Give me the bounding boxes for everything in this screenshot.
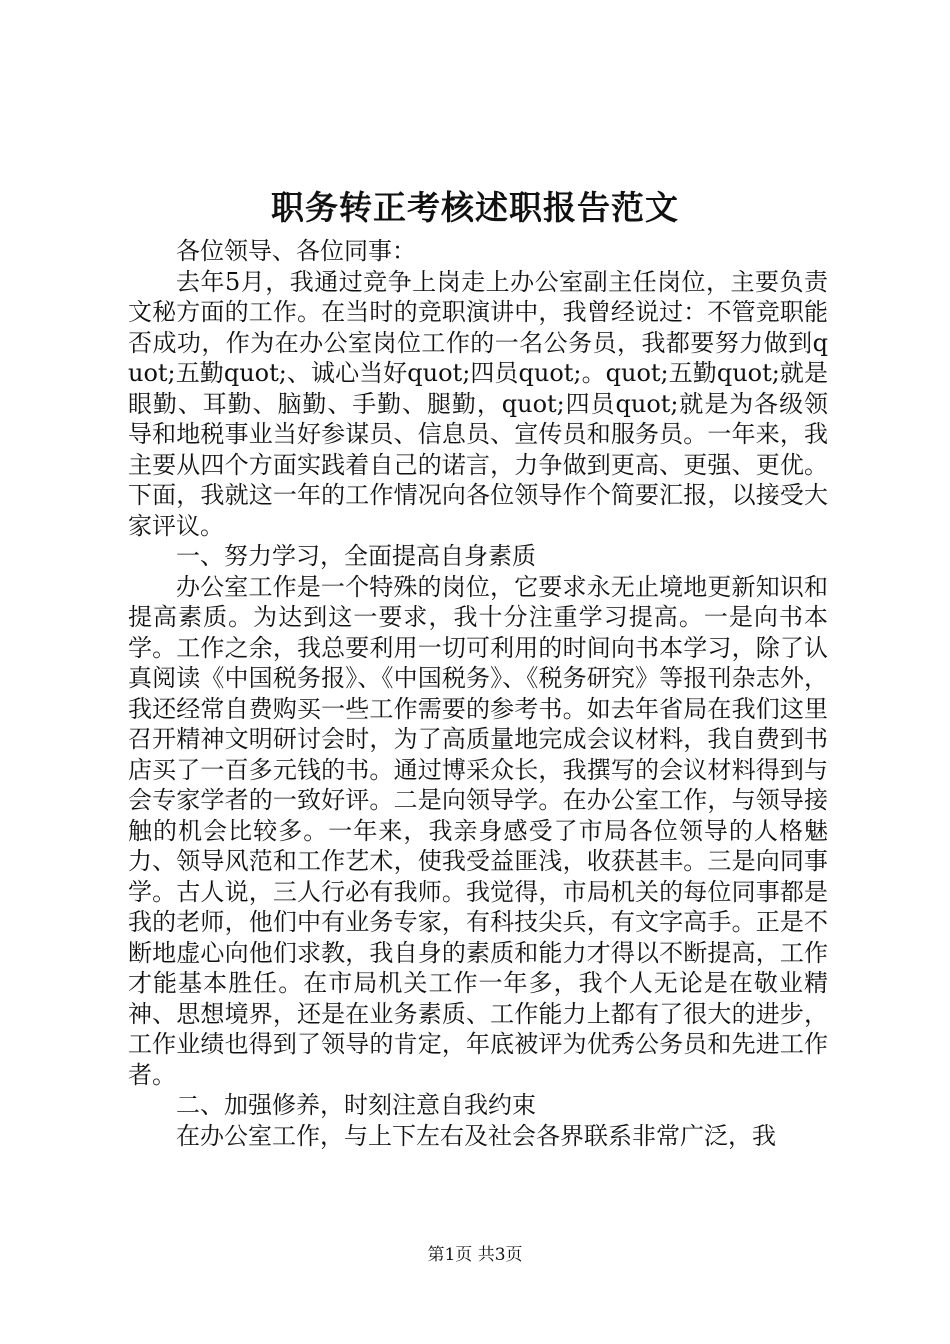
intro-paragraph: 去年5月，我通过竞争上岗走上办公室副主任岗位，主要负责文秘方面的工作。在当时的竞职演讲中，我曾经说过：不管竞职能否成功，作为在办公室岗位工作的一名公务员，我都要努力做到quot;五勤quot;、诚心当好quot;四员quot;。quot;五勤quot;就是眼勤、耳勤、脑勤、手勤、腿勤，quot;四员quot;就是为各级领导和地税事业当好参谋员、信息员、宣传员和服务员。一年来，我主要从四个方面实践着自己的诺言，力争做到更高、更强、更优。下面，我就这一年的工作情况向各位领导作个简要汇报，以接受大家评议。 — [128, 267, 828, 540]
section-2-paragraph: 在办公室工作，与上下左右及社会各界联系非常广泛，我 — [176, 1121, 776, 1150]
salutation-paragraph: 各位领导、各位同事： — [176, 237, 416, 265]
section-heading-1: 一、努力学习，全面提高自身素质 — [176, 542, 536, 570]
page-footer — [0, 1244, 950, 1266]
section-heading-2: 二、加强修养，时刻注意自我约束 — [176, 1091, 536, 1119]
section-1-paragraph: 办公室工作是一个特殊的岗位，它要求永无止境地更新知识和提高素质。为达到这一要求，我十分注重学习提高。一是向书本学。工作之余，我总要利用一切可利用的时间向书本学习，除了认真阅读《中国税务报》、《中国税务》、《税务研究》等报刊杂志外，我还经常自费购买一些工作需要的参考书。如去年省局在我们这里召开精神文明研讨会时，为了高质量地完成会议材料，我自费到书店买了一百多元钱的书。通过博采众长，我撰写的会议材料得到与会专家学者的一致好评。二是向领导学。在办公室工作，与领导接触的机会比较多。一年来，我亲身感受了市局各位领导的人格魅力、领导风范和工作艺术，使我受益匪浅，收获甚丰。三是向同事学。古人说，三人行必有我师。我觉得，市局机关的每位同事都是我的老师，他们中有业务专家，有科技尖兵，有文字高手。正是不断地虚心向他们求教，我自身的素质和能力才得以不断提高，工作才能基本胜任。在市局机关工作一年多，我个人无论是在敬业精神、思想境界，还是在业务素质、工作能力上都有了很大的进步，工作业绩也得到了领导的肯定，年底被评为优秀公务员和先进工作者。 — [128, 572, 828, 1089]
document-body — [128, 236, 828, 1151]
page-number-label: 第1页 共3页 — [427, 1245, 523, 1265]
document-title: 职务转正考核述职报告范文 — [271, 188, 679, 227]
